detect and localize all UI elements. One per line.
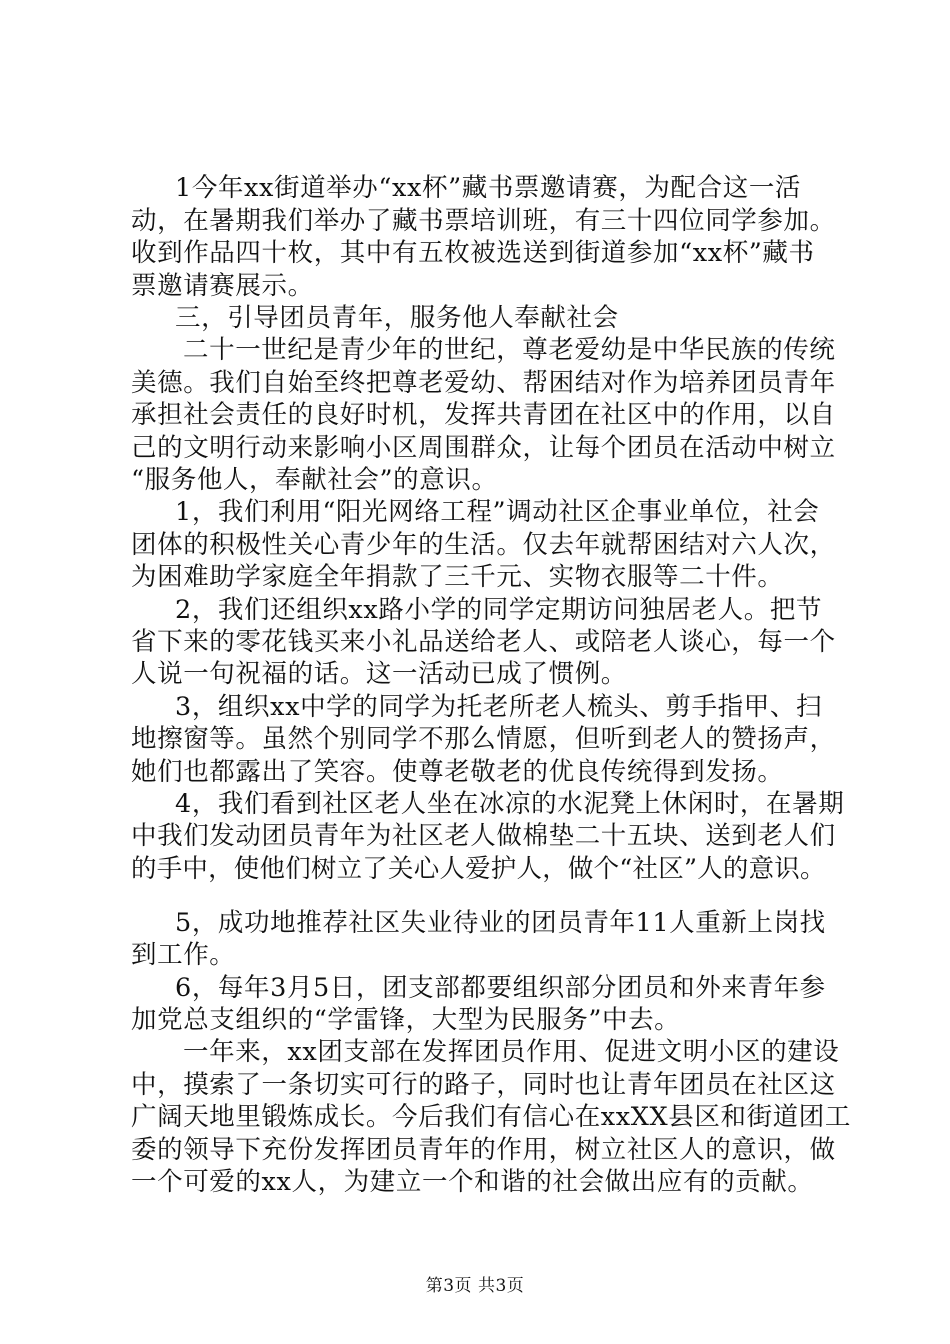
text-line: 票邀请赛展示。	[131, 271, 314, 301]
page-footer: 第3页 共3页	[425, 1276, 525, 1296]
text-line: 中我们发动团员青年为社区老人做棉垫二十五块、送到老人们	[131, 821, 836, 851]
text-line: 加党总支组织的“学雷锋，大型为民服务”中去。	[131, 1005, 681, 1035]
text-line: 省下来的零花钱买来小礼品送给老人、或陪老人谈心，每一个	[131, 627, 836, 657]
text-line: 为困难助学家庭全年捐款了三千元、实物衣服等二十件。	[131, 562, 784, 592]
text-line: 1今年xx街道举办“xx杯”藏书票邀请赛，为配合这一活	[175, 173, 802, 203]
text-line: 地擦窗等。虽然个别同学不那么情愿，但听到老人的赞扬声，	[131, 724, 836, 754]
text-line: 中，摸索了一条切实可行的路子，同时也让青年团员在社区这	[131, 1070, 836, 1100]
text-line: 委的领导下充份发挥团员青年的作用，树立社区人的意识，做	[131, 1135, 836, 1165]
text-line: 三，引导团员青年，服务他人奉献社会	[175, 303, 619, 333]
text-line: 1，我们利用“阳光网络工程”调动社区企事业单位，社会	[175, 497, 820, 527]
text-line: 收到作品四十枚，其中有五枚被选送到街道参加“xx杯”藏书	[131, 238, 815, 268]
text-line: 她们也都露出了笑容。使尊老敬老的优良传统得到发扬。	[131, 757, 784, 787]
text-line: 3，组织xx中学的同学为托老所老人梳头、剪手指甲、扫	[175, 692, 823, 722]
text-line: 到工作。	[131, 940, 236, 970]
text-line: 团体的积极性关心青少年的生活。仅去年就帮困结对六人次，	[131, 530, 836, 560]
text-line: 广阔天地里锻炼成长。今后我们有信心在xxXX县区和街道团工	[131, 1102, 851, 1132]
text-line: 承担社会责任的良好时机，发挥共青团在社区中的作用，以自	[131, 400, 836, 430]
text-line: 美德。我们自始至终把尊老爱幼、帮困结对作为培养团员青年	[131, 368, 836, 398]
text-line: 5，成功地推荐社区失业待业的团员青年11人重新上岗找	[175, 908, 826, 938]
text-line: 2，我们还组织xx路小学的同学定期访问独居老人。把节	[175, 595, 823, 625]
text-line: 动，在暑期我们举办了藏书票培训班，有三十四位同学参加。	[131, 206, 836, 236]
text-line: 二十一世纪是青少年的世纪，尊老爱幼是中华民族的传统	[183, 335, 836, 365]
text-line: 6，每年3月5日，团支部都要组织部分团员和外来青年参	[175, 973, 826, 1003]
text-line: 一年来，xx团支部在发挥团员作用、促进文明小区的建设	[183, 1037, 840, 1067]
text-line: 一个可爱的xx人，为建立一个和谐的社会做出应有的贡献。	[131, 1167, 814, 1197]
text-line: 4，我们看到社区老人坐在冰凉的水泥凳上休闲时，在暑期	[175, 789, 845, 819]
text-line: 己的文明行动来影响小区周围群众，让每个团员在活动中树立	[131, 433, 836, 463]
text-line: 的手中，使他们树立了关心人爱护人，做个“社区”人的意识。	[131, 854, 826, 884]
text-line: 人说一句祝福的话。这一活动已成了惯例。	[131, 659, 627, 689]
text-line: “服务他人，奉献社会”的意识。	[131, 465, 498, 495]
